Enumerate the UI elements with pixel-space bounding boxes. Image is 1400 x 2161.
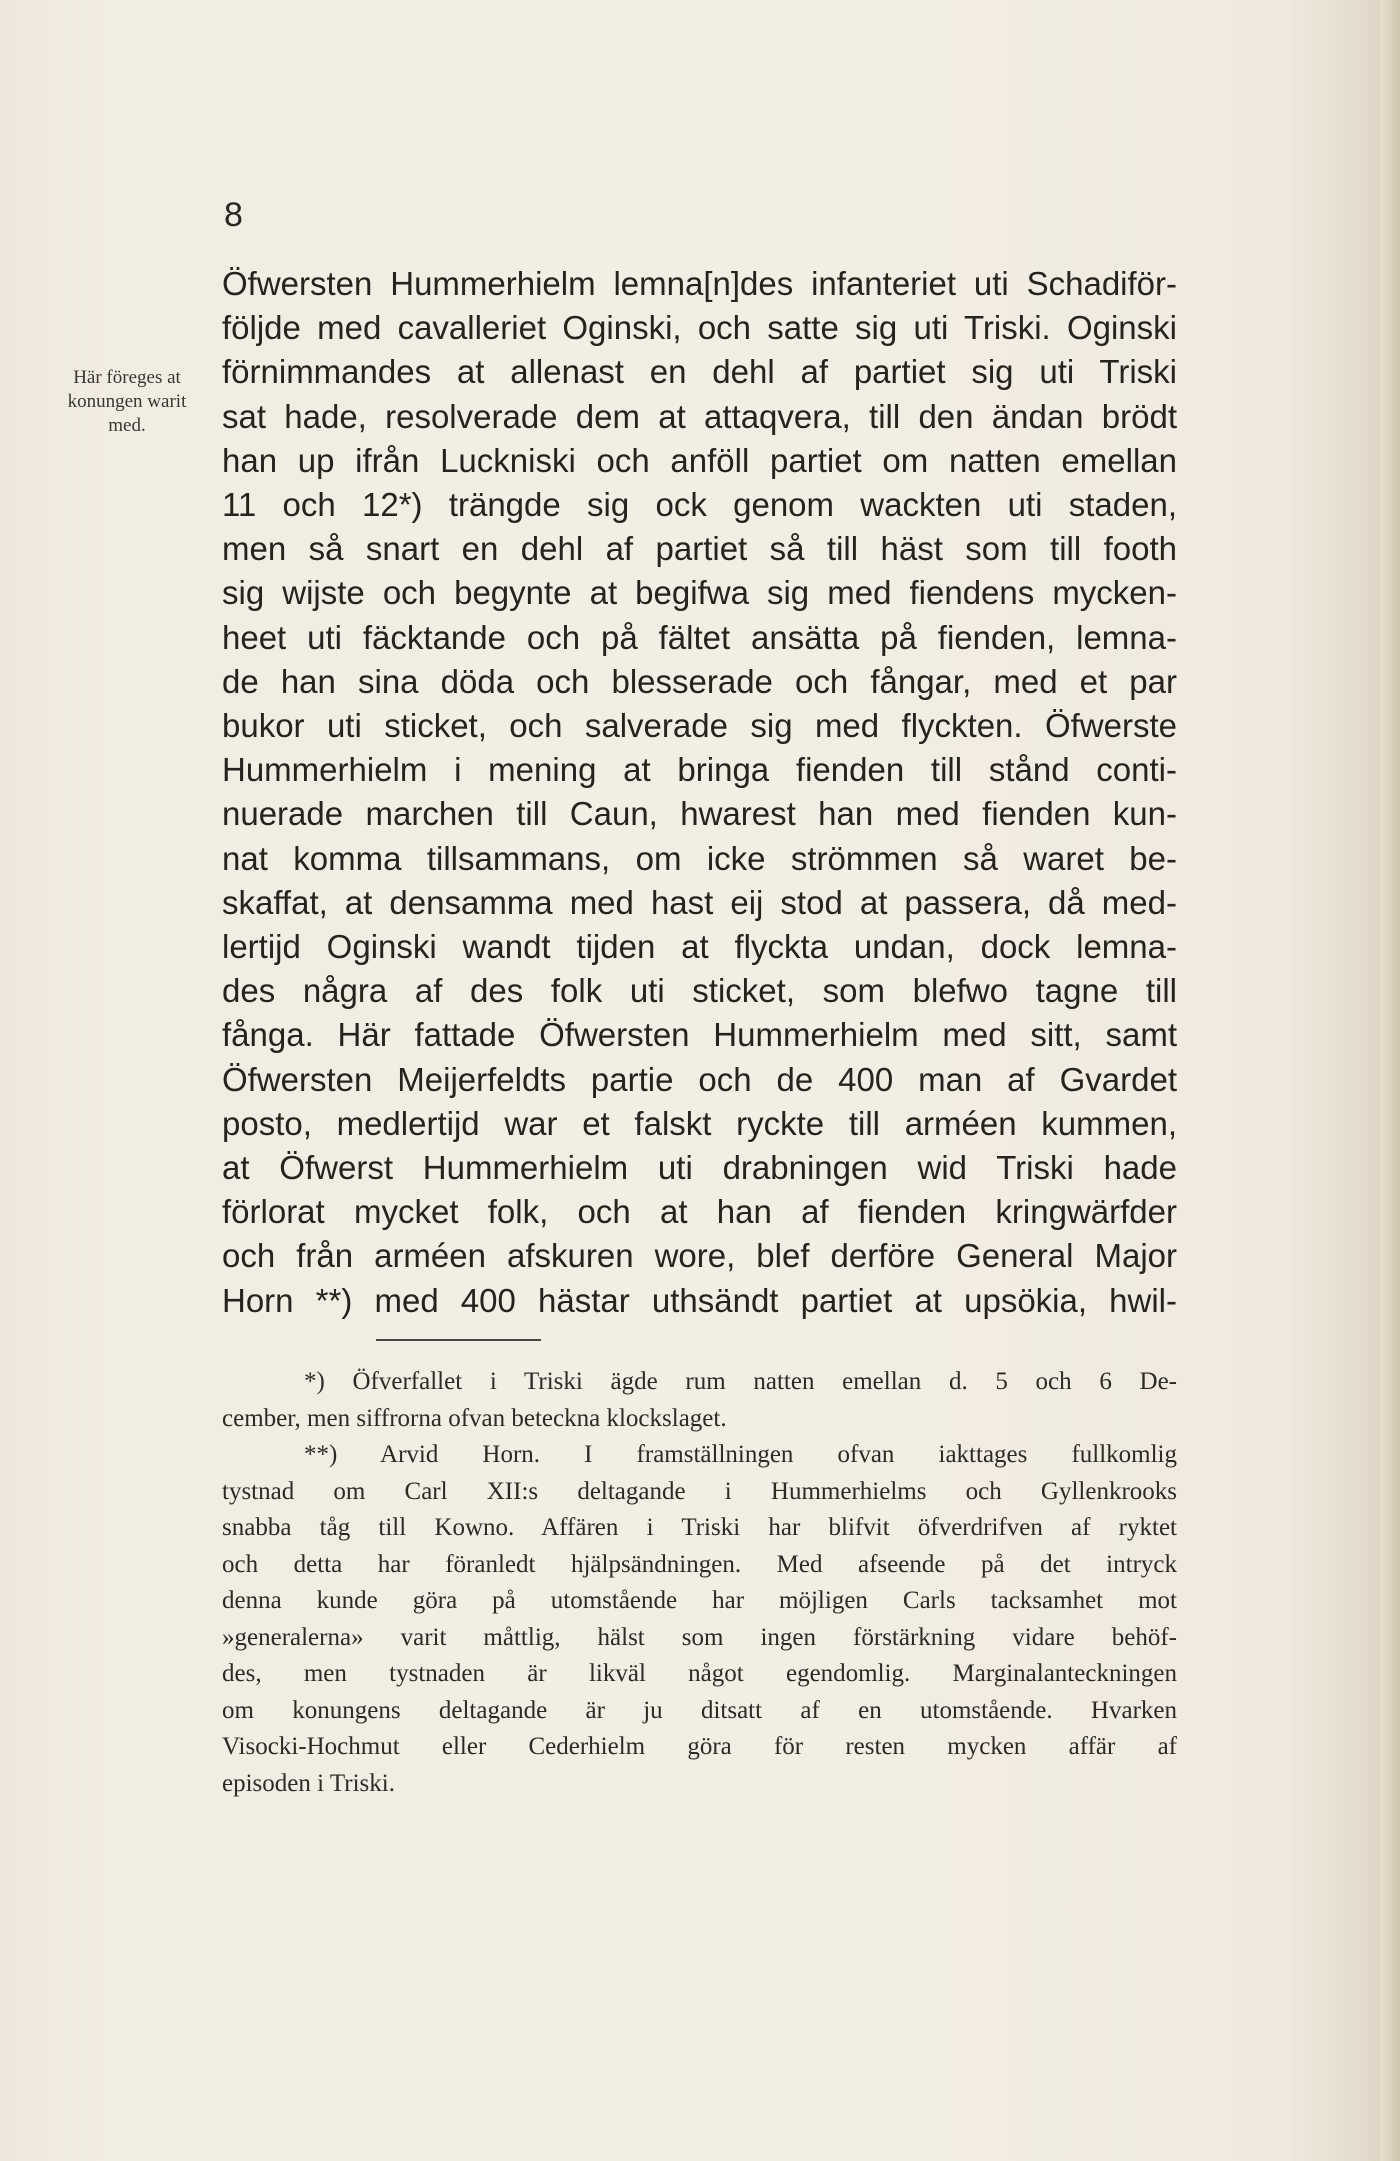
footnote-line: *) Öfverfallet i Triski ägde rum natten emellan d. 5 och 6 De- <box>304 1368 1177 1395</box>
footnote-line: om konungens deltagande är ju ditsatt af en utomstående. Hvarken <box>222 1696 1177 1724</box>
text-line: 11 och 12*) trängde sig ock genom wackten uti staden, <box>222 486 1177 524</box>
margin-note-line: Här föreges at <box>73 367 181 388</box>
footnote-line: »generalerna» varit måttlig, hälst som ingen förstärkning vidare behöf- <box>222 1623 1177 1651</box>
margin-note-line: konungen warit <box>67 391 187 412</box>
text-line: sig wijste och begynte at begifwa sig med fiendens mycken- <box>222 574 1177 612</box>
text-line: nuerade marchen till Caun, hwarest han med fienden kun- <box>222 795 1177 833</box>
margin-note-line: med. <box>108 415 146 436</box>
text-line: bukor uti sticket, och salverade sig med flyckten. Öfwerste <box>222 707 1177 745</box>
margin-note <box>42 366 212 438</box>
text-line: de han sina döda och blesserade och fångar, med et par <box>222 662 1177 700</box>
text-line: posto, medlertijd war et falskt ryckte till arméen kummen, <box>222 1104 1177 1142</box>
text-line: lertijd Oginski wandt tijden at flyckta undan, dock lemna- <box>222 928 1177 966</box>
footnote-line: cember, men siffrorna ofvan beteckna klockslaget. <box>222 1404 727 1432</box>
text-line: Horn **) med 400 hästar uthsändt partiet at upsökia, hwil- <box>222 1281 1177 1319</box>
footnote-line: denna kunde göra på utomstående har möjligen Carls tacksamhet mot <box>222 1587 1177 1614</box>
footnote-line: och detta har föranledt hjälpsändningen. Med afseende på det intryck <box>222 1550 1177 1578</box>
footnote-line: des, men tystnaden är likväl något egendomlig. Marginalanteckningen <box>222 1660 1177 1687</box>
text-line: men så snart en dehl af partiet så till häst som till footh <box>222 530 1177 568</box>
text-line: han up ifrån Luckniski och anföll partiet om natten emellan <box>222 441 1177 479</box>
footnote-line: tystnad om Carl XII:s deltagande i Hummerhielms och Gyllenkrooks <box>222 1477 1177 1505</box>
text-line: nat komma tillsammans, om icke strömmen så waret be- <box>222 839 1177 877</box>
text-line: Öfwersten Meijerfeldts partie och de 400 man af Gvardet <box>222 1060 1177 1098</box>
footnote-divider <box>376 1339 541 1341</box>
footnote-line: **) Arvid Horn. I framställningen ofvan iakttages fullkomlig <box>304 1441 1177 1468</box>
page-number: 8 <box>224 196 243 234</box>
footnote-line: episoden i Triski. <box>222 1769 395 1797</box>
text-line: Hummerhielm i mening at bringa fienden till stånd conti- <box>222 751 1177 789</box>
footnote-line: Visocki-Hochmut eller Cederhielm göra för resten mycken affär af <box>222 1733 1177 1760</box>
text-line: Öfwersten Hummerhielm lemna[n]des infanteriet uti Schadiför- <box>222 265 1177 302</box>
page-edge <box>1380 0 1400 2161</box>
main-text <box>222 262 1177 1323</box>
text-line: des några af des folk uti sticket, som blefwo tagne till <box>222 972 1177 1010</box>
footnote-line: snabba tåg till Kowno. Affären i Triski har blifvit öfverdrifven af ryktet <box>222 1514 1177 1541</box>
text-line: heet uti fäcktande och på fältet ansätta på fienden, lemna- <box>222 618 1177 656</box>
text-line: förlorat mycket folk, och at han af fienden kringwärfder <box>222 1193 1177 1231</box>
text-line: förnimmandes at allenast en dehl af partiet sig uti Triski <box>222 353 1177 391</box>
text-line: fånga. Här fattade Öfwersten Hummerhielm med sitt, samt <box>222 1016 1177 1054</box>
text-line: följde med cavalleriet Oginski, och satte sig uti Triski. Oginski <box>222 309 1177 347</box>
text-line: sat hade, resolverade dem at attaqvera, till den ändan brödt <box>222 397 1177 435</box>
text-line: skaffat, at densamma med hast eij stod at passera, då med- <box>222 883 1177 921</box>
text-line: och från arméen afskuren wore, blef derföre General Major <box>222 1237 1177 1275</box>
text-line: at Öfwerst Hummerhielm uti drabningen wid Triski hade <box>222 1149 1177 1187</box>
footnotes <box>222 1364 1177 1802</box>
